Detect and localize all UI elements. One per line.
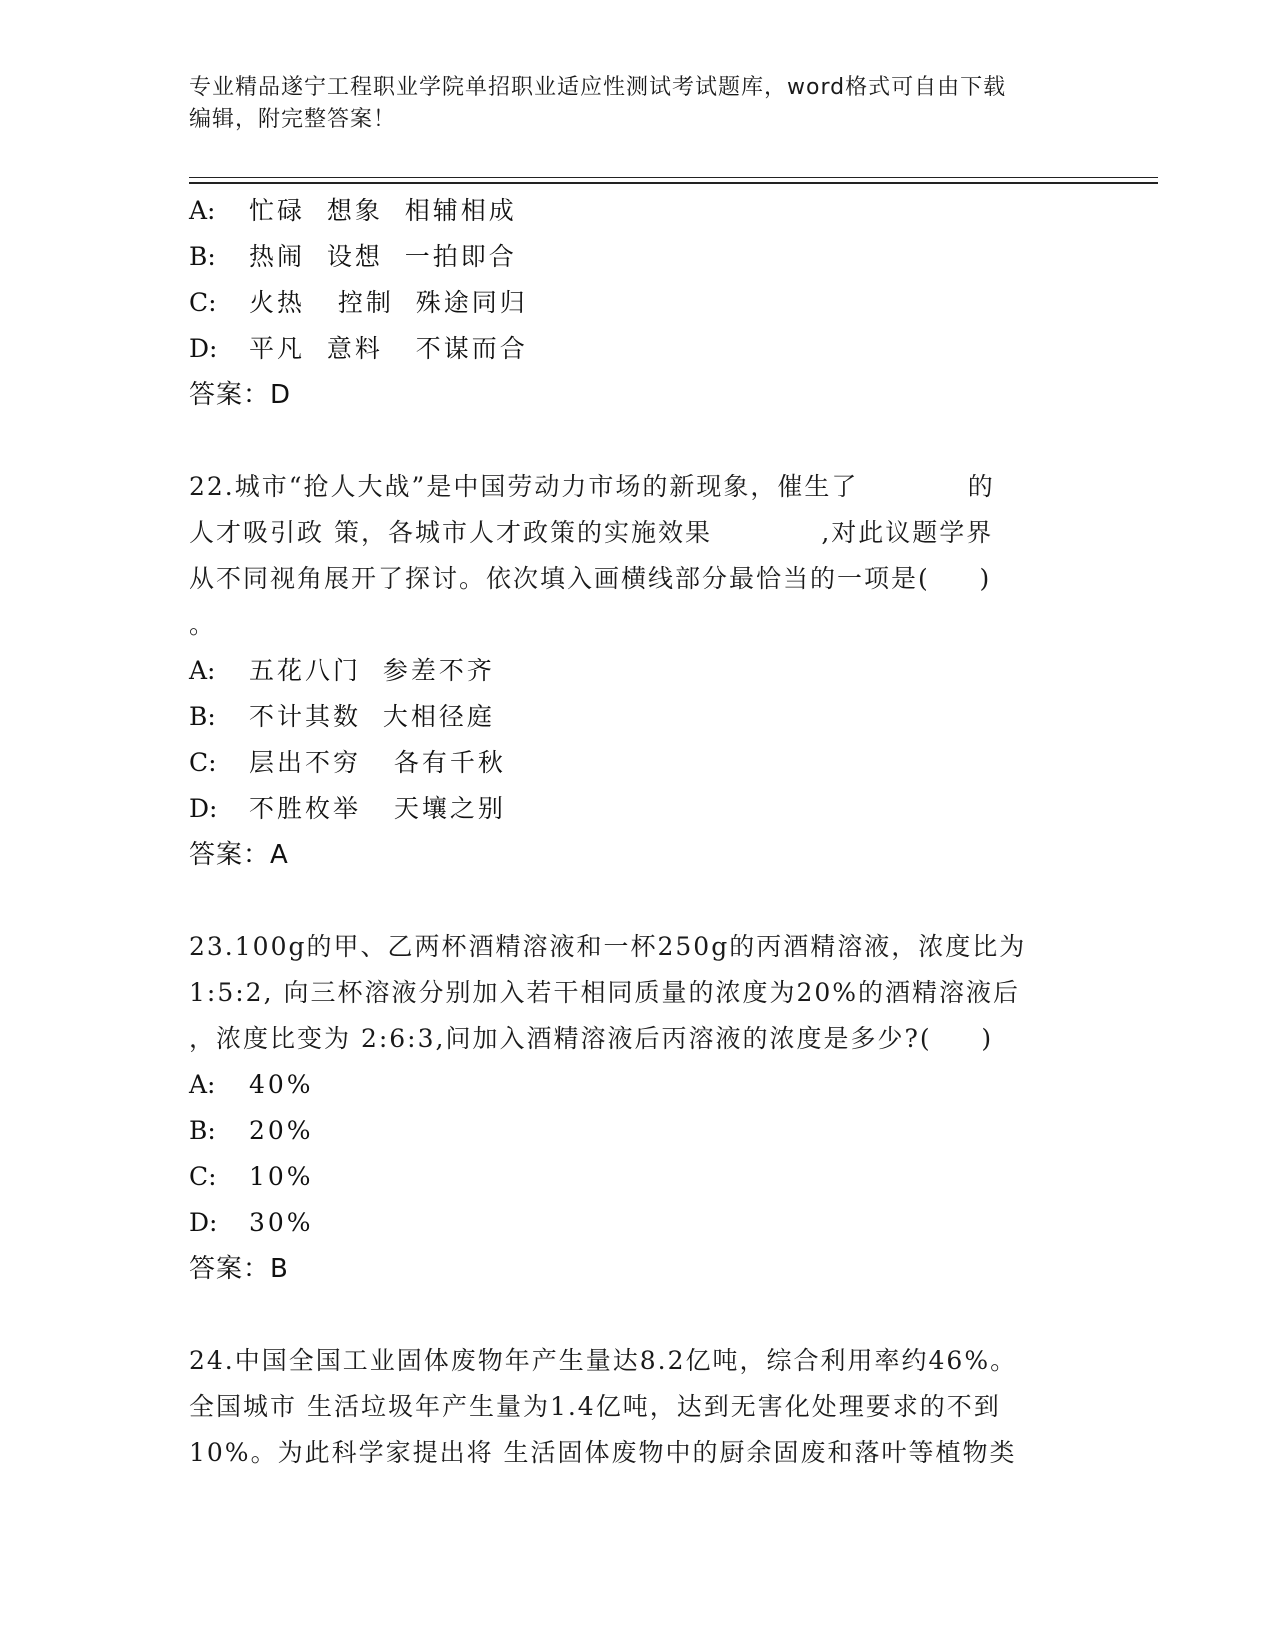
option-label: B: (189, 702, 216, 731)
question-21 (189, 188, 1089, 418)
document-body (189, 188, 1089, 1476)
option-text: 热闹 设想 一拍即合 (249, 242, 517, 271)
option-b (189, 234, 1089, 280)
option-label: A: (189, 656, 216, 685)
option-text: 不胜枚举 天壤之别 (249, 794, 506, 823)
option-b (189, 1108, 1089, 1154)
option-label: C: (189, 1162, 217, 1191)
header-line-2: 编辑，附完整答案！ (189, 107, 397, 132)
option-d (189, 326, 1089, 372)
question-text-line: 1:5:2, 向三杯溶液分别加入若干相同质量的浓度为20%的酒精溶液后 (189, 978, 1021, 1007)
question-text-line: 22.城市“抢人大战”是中国劳动力市场的新现象，催生了 的 (189, 472, 995, 501)
option-label: D: (189, 1208, 218, 1237)
answer-line: 答案：B (189, 1254, 289, 1284)
option-a (189, 648, 1089, 694)
option-c (189, 280, 1089, 326)
question-text-line: 人才吸引政 策，各城市人才政策的实施效果 ,对此议题学界 (189, 518, 994, 547)
header-divider-thick (189, 182, 1158, 184)
option-text: 10% (249, 1162, 314, 1191)
question-text-line: ，浓度比变为 2:6:3,问加入酒精溶液后丙溶液的浓度是多少?( ) (189, 1024, 994, 1053)
option-text: 火热 控制 殊途同归 (249, 288, 528, 317)
option-label: D: (189, 334, 218, 363)
option-d (189, 1200, 1089, 1246)
option-text: 五花八门 参差不齐 (249, 656, 495, 685)
header-line-1: 专业精品遂宁工程职业学院单招职业适应性测试考试题库，word格式可自由下载 (189, 75, 1007, 100)
option-d (189, 786, 1089, 832)
option-label: A: (189, 196, 216, 225)
answer-line: 答案：D (189, 380, 292, 410)
option-label: A: (189, 1070, 216, 1099)
option-label: B: (189, 1116, 216, 1145)
option-a (189, 1062, 1089, 1108)
option-label: B: (189, 242, 216, 271)
question-text-line: 23.100g的甲、乙两杯酒精溶液和一杯250g的丙酒精溶液，浓度比为 (189, 932, 1027, 961)
option-c (189, 740, 1089, 786)
option-text: 不计其数 大相径庭 (249, 702, 495, 731)
question-text-line: 24.中国全国工业固体废物年产生量达8.2亿吨，综合利用率约46%。 (189, 1346, 1018, 1375)
answer-line: 答案：A (189, 840, 289, 870)
option-text: 层出不穷 各有千秋 (249, 748, 506, 777)
option-c (189, 1154, 1089, 1200)
header-divider-thin (189, 177, 1158, 178)
option-text: 平凡 意料 不谋而合 (249, 334, 528, 363)
option-label: C: (189, 288, 217, 317)
option-b (189, 694, 1089, 740)
question-text-line: 。 (189, 610, 217, 639)
option-text: 20% (249, 1116, 314, 1145)
option-text: 忙碌 想象 相辅相成 (249, 196, 517, 225)
question-text-line: 10%。为此科学家提出将 生活固体废物中的厨余固废和落叶等植物类 (189, 1438, 1017, 1467)
option-text: 40% (249, 1070, 314, 1099)
question-text-line: 全国城市 生活垃圾年产生量为1.4亿吨，达到无害化处理要求的不到 (189, 1392, 1001, 1421)
question-22 (189, 464, 1089, 878)
question-text-line: 从不同视角展开了探讨。依次填入画横线部分最恰当的一项是( ) (189, 564, 992, 593)
option-text: 30% (249, 1208, 314, 1237)
question-24 (189, 1338, 1089, 1476)
option-a (189, 188, 1089, 234)
option-label: D: (189, 794, 218, 823)
option-label: C: (189, 748, 217, 777)
page-header (189, 72, 1089, 136)
question-23 (189, 924, 1089, 1292)
